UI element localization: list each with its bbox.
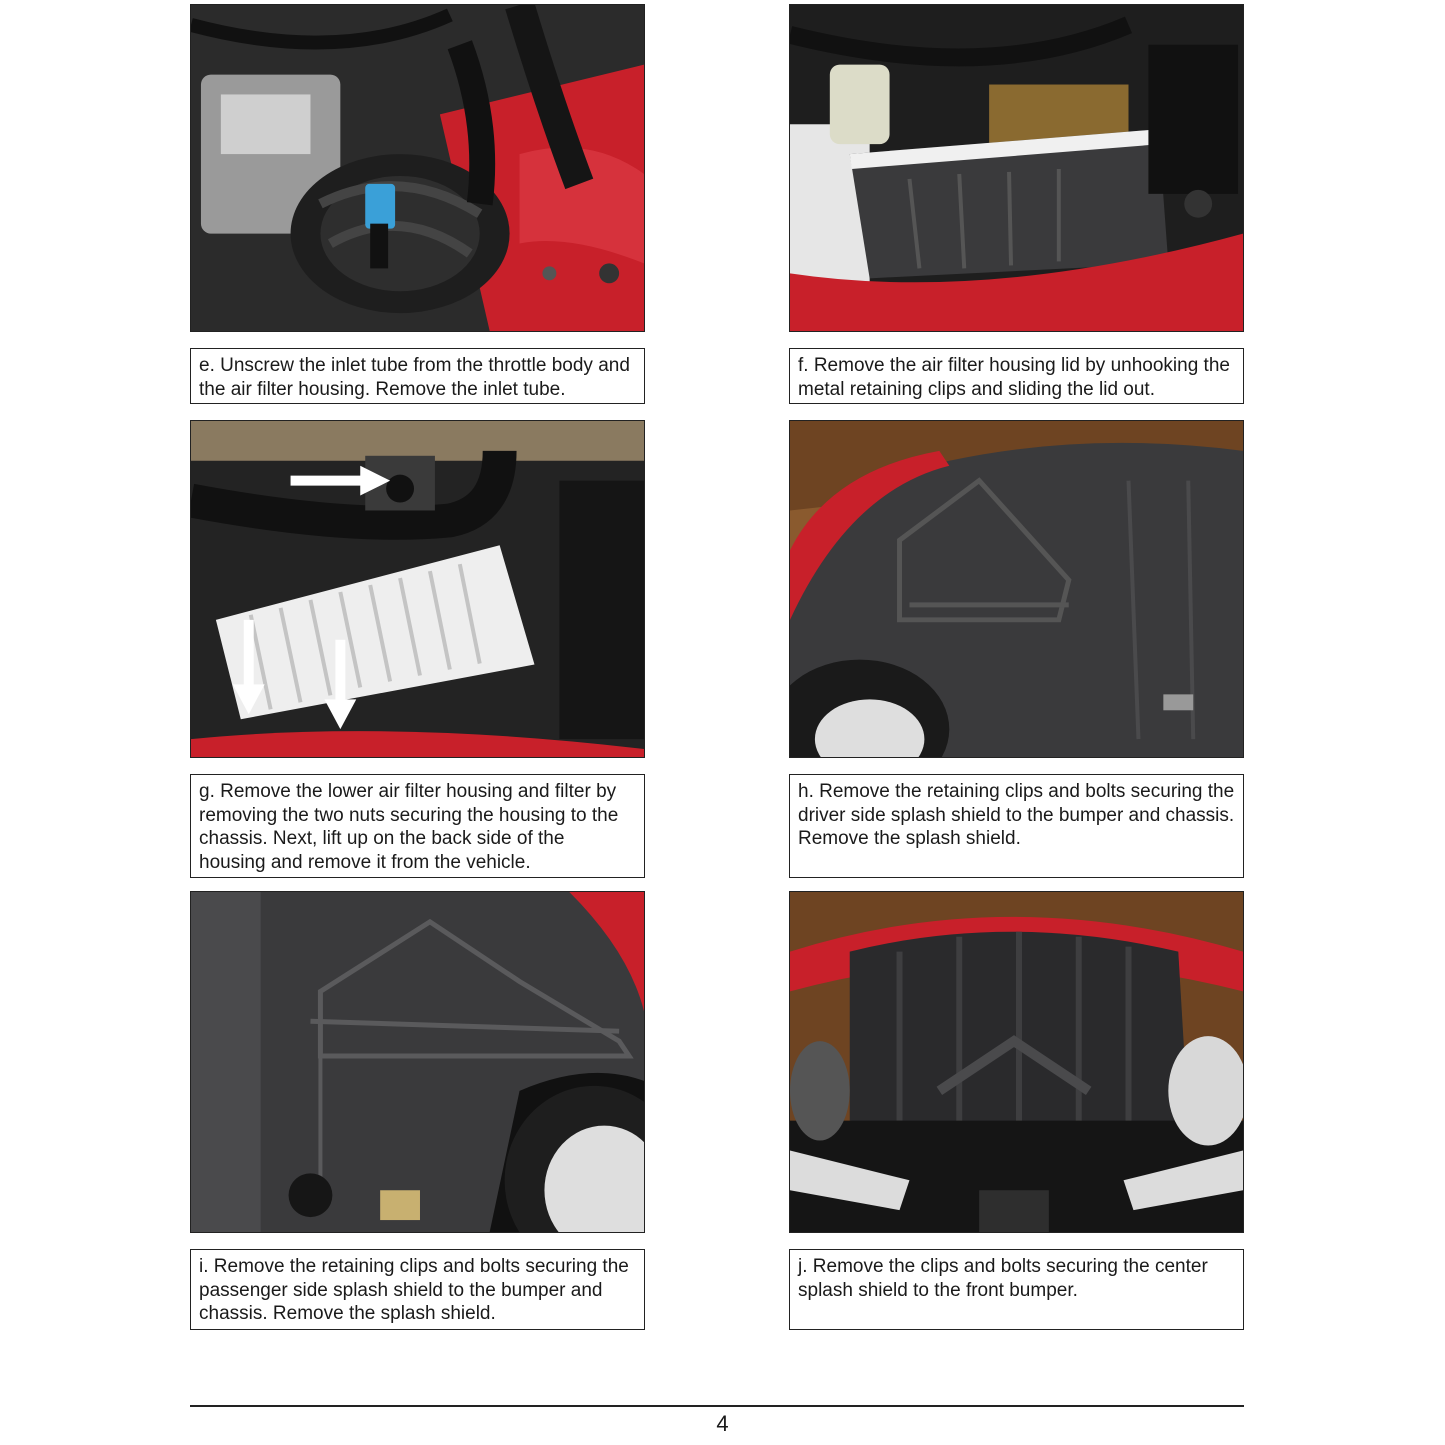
caption-text: j. Remove the clips and bolts securing the center splash shield to the front bumper. xyxy=(798,1256,1208,1301)
caption-text: h. Remove the retaining clips and bolts securing the driver side splash shield to the bumper and chassis. Remove the splash shield. xyxy=(798,781,1235,849)
photo-step-g xyxy=(190,420,645,758)
footer-rule xyxy=(190,1405,1244,1407)
caption-step-h xyxy=(789,774,1244,878)
caption-step-e xyxy=(190,348,645,404)
caption-text: e. Unscrew the inlet tube from the throttle body and the air filter housing. Remove the inlet tube. xyxy=(199,355,630,400)
photo-step-f xyxy=(789,4,1244,332)
caption-step-i xyxy=(190,1249,645,1330)
page-number: 4 xyxy=(716,1411,729,1436)
caption-text: g. Remove the lower air filter housing and filter by removing the two nuts securing the housing to the chassis. Next, lift up on the back side of the housing and remove it from the vehicle. xyxy=(199,781,619,873)
caption-step-j xyxy=(789,1249,1244,1330)
photo-step-h xyxy=(789,420,1244,758)
caption-text: f. Remove the air filter housing lid by unhooking the metal retaining clips and sliding the lid out. xyxy=(798,355,1230,400)
caption-step-g xyxy=(190,774,645,878)
photo-step-j xyxy=(789,891,1244,1233)
caption-text: i. Remove the retaining clips and bolts securing the passenger side splash shield to the bumper and chassis. Remove the splash shield. xyxy=(199,1256,629,1324)
photo-step-i xyxy=(190,891,645,1233)
photo-step-e xyxy=(190,4,645,332)
caption-step-f xyxy=(789,348,1244,404)
